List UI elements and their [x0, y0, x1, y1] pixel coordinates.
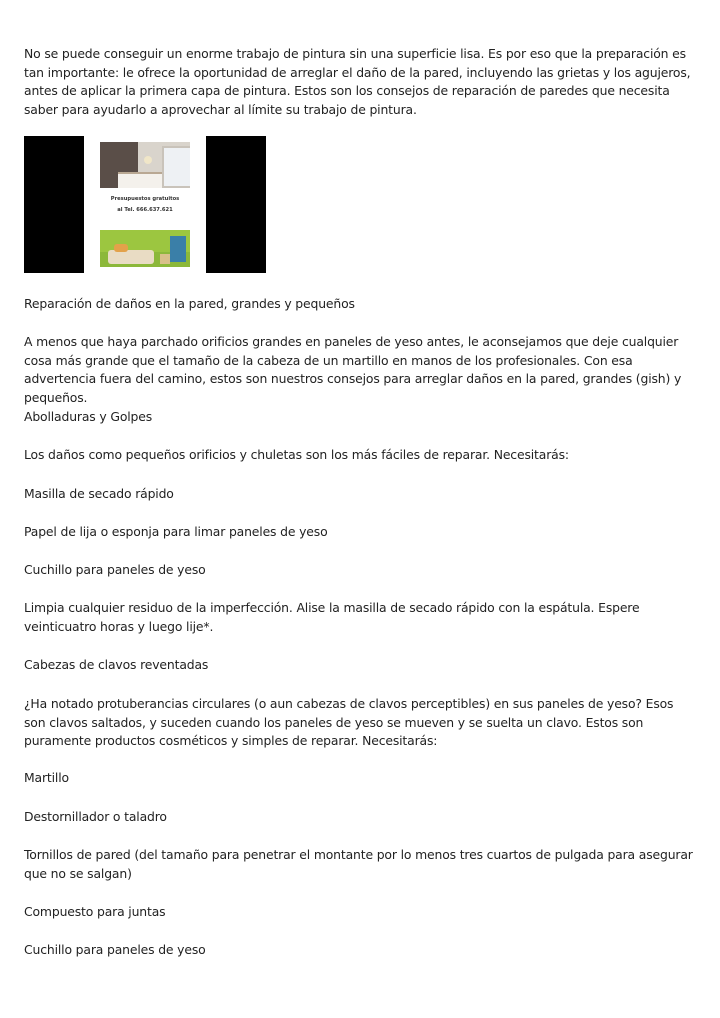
- body-paragraph: Los daños como pequeños orificios y chuletas son los más fáciles de reparar. Necesitarás:: [24, 447, 569, 462]
- list-item: Martillo: [24, 770, 69, 785]
- bedroom-photo-bottom: [100, 230, 190, 267]
- list-item: Papel de lija o esponja para limar paneles de yeso: [24, 524, 328, 539]
- list-item: Masilla de secado rápido: [24, 486, 174, 501]
- section-heading: Cabezas de clavos reventadas: [24, 657, 209, 672]
- intro-paragraph: No se puede conseguir un enorme trabajo de pintura sin una superficie lisa. Es por eso que la preparación es tan importante: le ofrece la oportunidad de arreglar el daño de la pared, incluyendo las grietas y los agujeros, antes de aplicar la primera capa de pintura. Estos son los consejos de reparación de paredes que necesita saber para ayudarlo a aprovechar al límite su trabajo de pintura.: [24, 46, 691, 117]
- list-item: Cuchillo para paneles de yeso: [24, 942, 206, 957]
- section-heading: Reparación de daños en la pared, grandes y pequeños: [24, 296, 355, 311]
- bedroom-photo-top: [100, 142, 190, 188]
- body-paragraph: Limpia cualquier residuo de la imperfección. Alise la masilla de secado rápido con la espátula. Espere veinticuatro horas y luego lije*.: [24, 600, 640, 634]
- list-item: Compuesto para juntas: [24, 904, 166, 919]
- ad-text-line1: Presupuestos gratuitos: [110, 196, 180, 202]
- body-paragraph: A menos que haya parchado orificios grandes en paneles de yeso antes, le aconsejamos que deje cualquier cosa más grande que el tamaño de la cabeza de un martillo en manos de los profesionales. Con esa advertencia fuera del camino, estos son nuestros consejos para arreglar daños en la pared, grandes (gish) y pequeños.: [24, 334, 682, 405]
- list-item: Cuchillo para paneles de yeso: [24, 562, 206, 577]
- ad-text-line2: al Tel. 666.637.621: [117, 207, 173, 213]
- section-heading: Abolladuras y Golpes: [24, 409, 153, 424]
- list-item: Destornillador o taladro: [24, 809, 167, 824]
- body-paragraph: ¿Ha notado protuberancias circulares (o aun cabezas de clavos perceptibles) en sus paneles de yeso? Esos son clavos saltados, y suceden cuando los paneles de yeso se mueven y se suelta un clavo. Estos son puramente productos cosméticos y simples de reparar. Necesitarás:: [24, 696, 674, 748]
- list-item: Tornillos de pared (del tamaño para penetrar el montante por lo menos tres cuartos de pulgada para asegurar que no se salgan): [24, 847, 693, 881]
- advertisement-image: [24, 136, 266, 273]
- advertisement-panel: [84, 136, 206, 273]
